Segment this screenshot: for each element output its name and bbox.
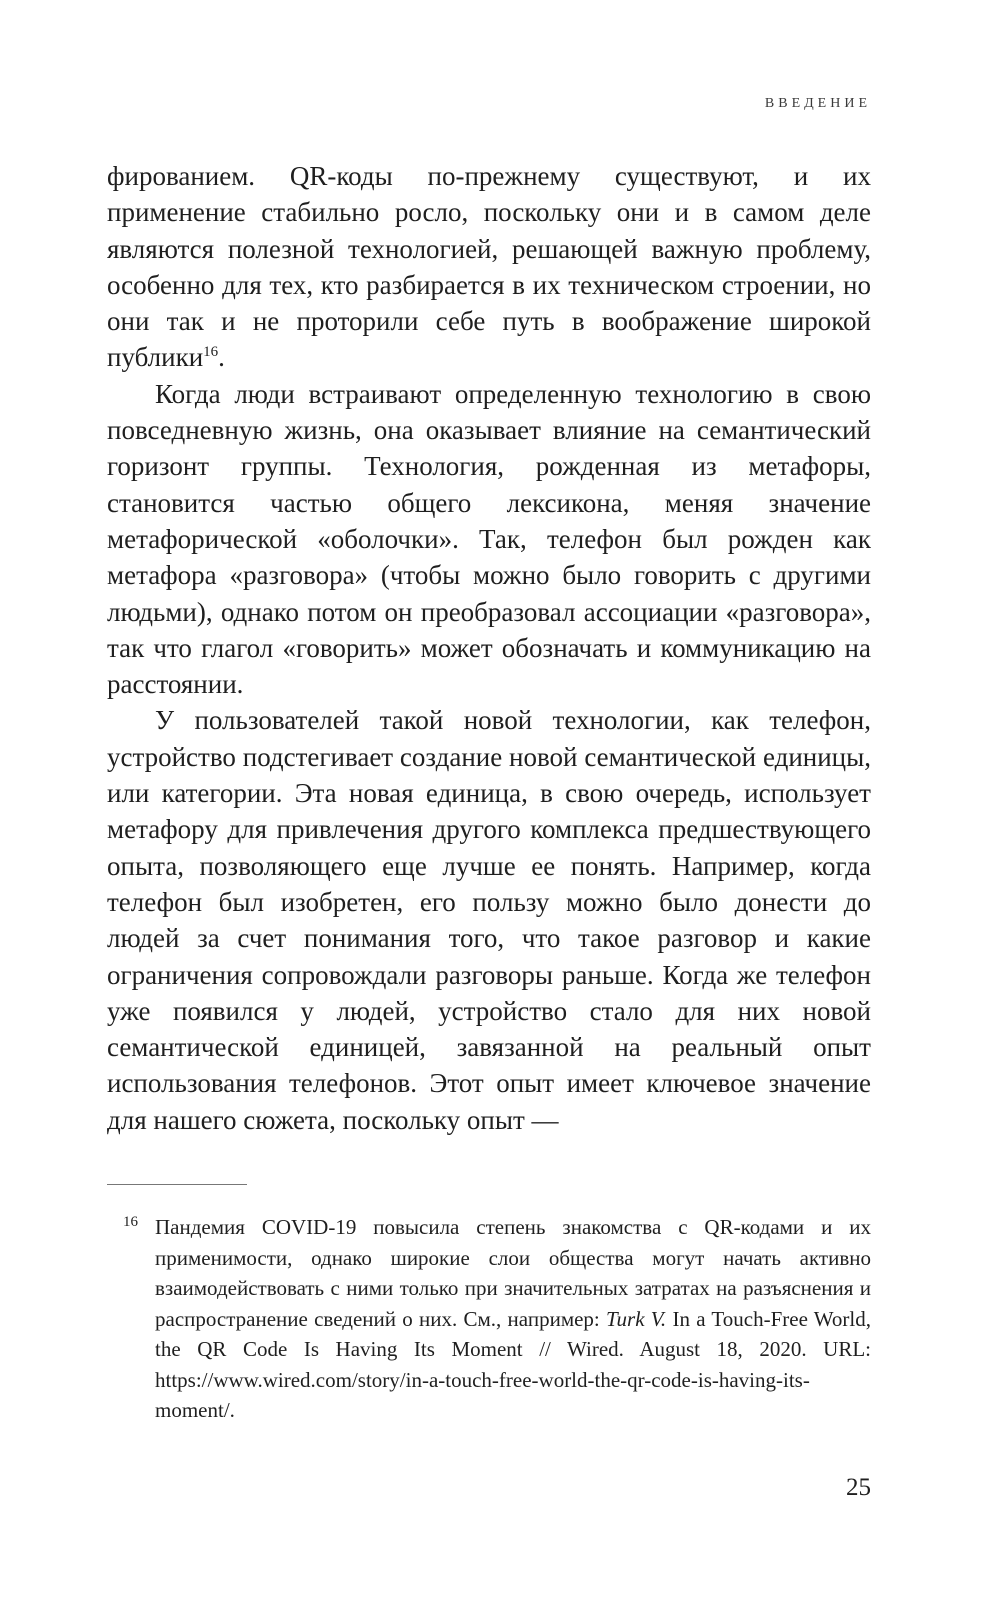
main-text (107, 158, 871, 1138)
footnote-divider (107, 1184, 247, 1185)
footnote-citation: In a Touch-Free World, the QR Code Is Having Its Moment // Wired. August 18, 2020. URL: https://www.wired.com/story/in-a-touch-free-world-the-qr-code-is-having-its-moment/. (155, 1306, 872, 1422)
page-number: 25 (846, 1474, 871, 1501)
footnote-author: Turk V. (606, 1306, 667, 1331)
paragraph-3: У пользователей такой новой технологии, как телефон, устройство подстегивает создание новой семантической единицы, или категории. Эта новая единица, в свою очередь, использует метафору для привлечения другого комплекса предшествующего опыта, позволяющего еще лучше ее понять. Например, когда телефон был изобретен, его пользу можно было донести до людей за счет понимания того, что такое разговор и какие ограничения сопровождали разговоры раньше. Когда же телефон уже появился у людей, устройство стало для них новой семантической единицей, завязанной на реальный опыт использования телефонов. Этот опыт имеет ключевое значение для нашего сюжета, поскольку опыт — (107, 705, 871, 1135)
paragraph-1-end: . (218, 342, 225, 373)
footnote-paragraph (107, 1212, 871, 1426)
footnote (107, 1212, 871, 1426)
footnote-reference[interactable]: 16 (203, 344, 219, 361)
paragraph-1-text: фированием. QR-коды по-прежнему существуют, и их применение стабильно росло, поскольку они и в самом деле являются полезной технологией, решающей важную проблему, особенно для тех, кто разбирается в их техническом строении, но они так и не проторили себе путь в воображение широкой публики (107, 161, 871, 373)
footnote-text: Пандемия COVID-19 повысила степень знакомства с QR-кодами и их применимости, однако широкие слои общества могут начать активно взаимодействовать с ними только при значительных затратах на разъяснения и распространение сведений о них. См., например: (155, 1215, 871, 1331)
paragraph-2: Когда люди встраивают определенную технологию в свою повседневную жизнь, она оказывает влияние на семантический горизонт группы. Технология, рожденная из метафоры, становится частью общего лексикона, меняя значение метафорической «оболочки». Так, телефон был рожден как метафора «разговора» (чтобы можно было говорить с другими людьми), однако потом он преобразовал ассоциации «разговора», так что глагол «говорить» может обозначать и коммуникацию на расстоянии. (107, 378, 871, 700)
paragraph-1 (107, 158, 871, 376)
footnote-number: 16 (123, 1214, 138, 1230)
running-head: ВВЕДЕНИЕ (764, 96, 871, 111)
